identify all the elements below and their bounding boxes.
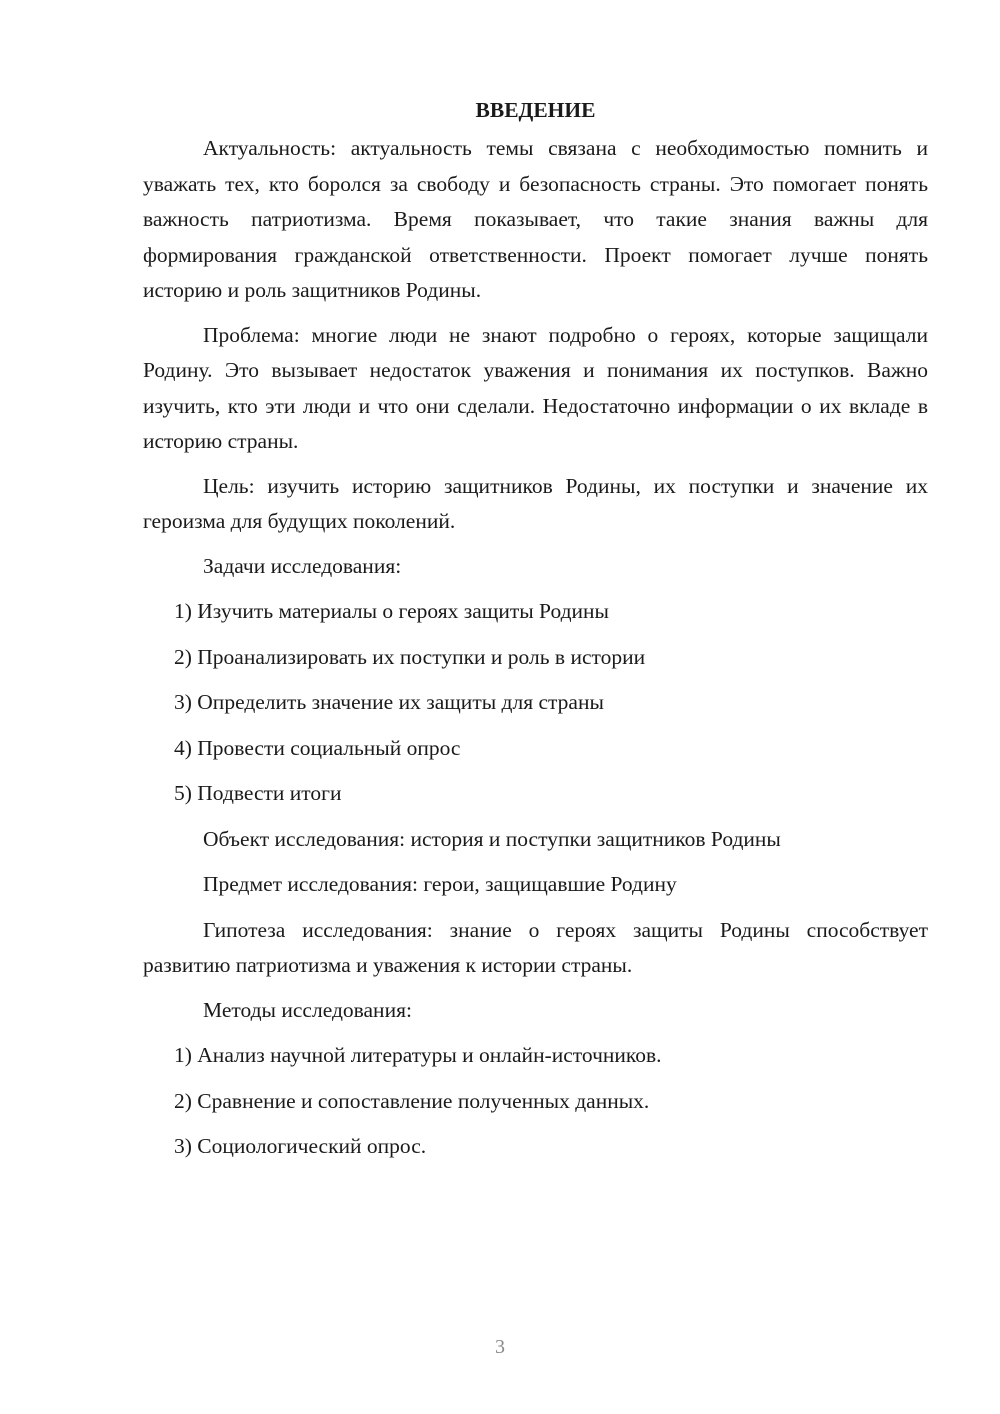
methods-list <box>143 1038 928 1165</box>
page-body <box>143 92 928 1175</box>
methods-heading: Методы исследования: <box>203 997 412 1022</box>
problem-paragraph: Проблема: многие люди не знают подробно о героях, которые защищали Родину. Это вызывает недостаток уважения и понимания их поступков. Важно изучить, кто эти люди и что они сделали. Недостаточно информации о их вкладе в историю страны. <box>143 322 928 453</box>
list-item: 1) Изучить материалы о героях защиты Родины <box>174 599 609 623</box>
hypothesis-paragraph: Гипотеза исследования: знание о героях защиты Родины способствует развитию патриотизма и уважения к истории страны. <box>143 917 928 977</box>
page-number: 3 <box>495 1336 505 1358</box>
tasks-heading: Задачи исследования: <box>203 553 402 578</box>
list-item: 1) Анализ научной литературы и онлайн-источников. <box>174 1043 662 1067</box>
list-item: 2) Проанализировать их поступки и роль в истории <box>174 644 646 669</box>
list-item: 3) Определить значение их защиты для страны <box>174 690 604 714</box>
subject-line: Предмет исследования: герои, защищавшие Родину <box>203 872 677 896</box>
object-line: Объект исследования: история и поступки защитников Родины <box>203 826 781 851</box>
list-item: 2) Сравнение и сопоставление полученных данных. <box>174 1088 650 1113</box>
list-item: 4) Провести социальный опрос <box>174 735 461 760</box>
goal-paragraph: Цель: изучить историю защитников Родины, их поступки и значение их героизма для будущих поколений. <box>143 473 928 533</box>
relevance-paragraph: Актуальность: актуальность темы связана с необходимостью помнить и уважать тех, кто боролся за свободу и безопасность страны. Это помогает понять важность патриотизма. Время показывает, что такие знания важны для формирования гражданской ответственности. Проект помогает лучше понять историю и роль защитников Родины. <box>143 136 928 302</box>
list-item: 5) Подвести итоги <box>174 781 342 805</box>
page-title: ВВЕДЕНИЕ <box>475 98 596 122</box>
list-item: 3) Социологический опрос. <box>174 1134 427 1158</box>
tasks-list <box>143 594 928 812</box>
